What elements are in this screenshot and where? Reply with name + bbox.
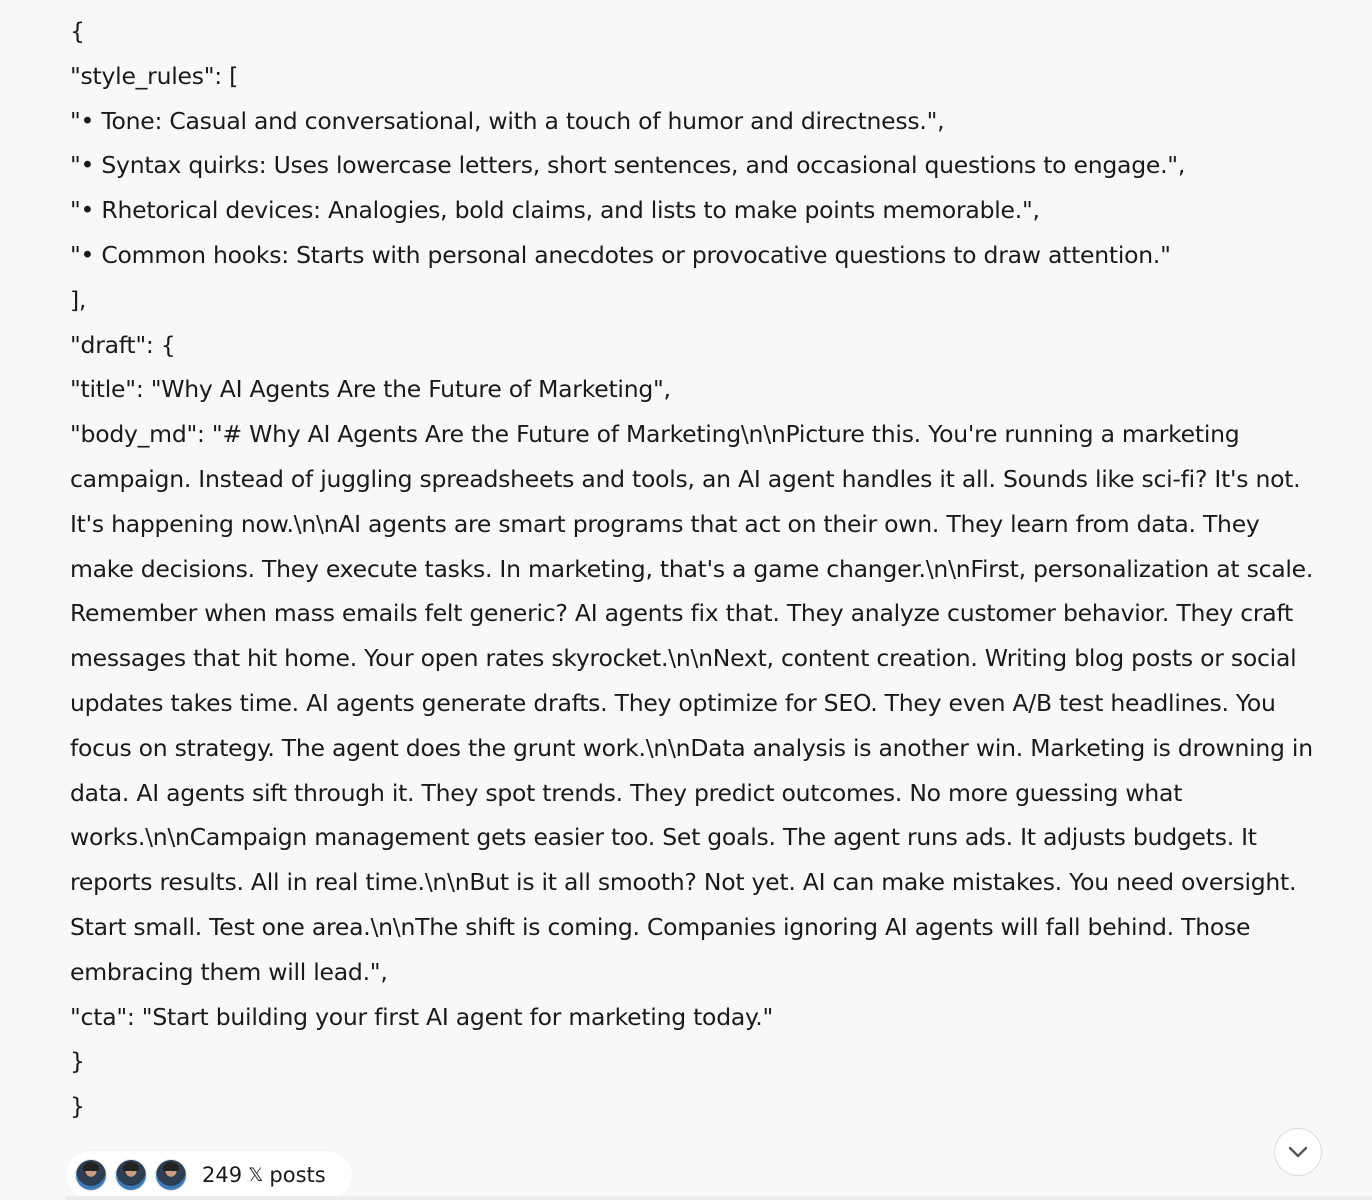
message-content [70, 9, 1330, 1129]
avatar-icon [76, 1160, 106, 1190]
json-line: "draft": { [70, 330, 176, 359]
x-logo-icon: 𝕏 [248, 1164, 264, 1186]
json-line: "• Syntax quirks: Uses lowercase letters, short sentences, and occasional questions to engage.", [70, 151, 1186, 180]
json-line: "• Tone: Casual and conversational, with a touch of humor and directness.", [70, 106, 945, 135]
json-line: "cta": "Start building your first AI agent for marketing today." [70, 1002, 774, 1031]
scroll-to-bottom-button[interactable] [1274, 1128, 1322, 1176]
json-line: } [70, 1047, 85, 1076]
json-line: "title": "Why AI Agents Are the Future of Marketing", [70, 375, 671, 404]
json-line: ], [70, 285, 87, 314]
json-line: "• Rhetorical devices: Analogies, bold claims, and lists to make points memorable.", [70, 196, 1040, 225]
json-line: } [70, 1092, 85, 1121]
post-count: 249 [202, 1163, 243, 1187]
avatar-icon [156, 1160, 186, 1190]
json-line: "• Common hooks: Starts with personal anecdotes or provocative questions to draw attention." [70, 240, 1171, 269]
posts-label: posts [269, 1163, 326, 1187]
composer-edge [66, 1196, 1372, 1200]
sources-button[interactable] [66, 1151, 352, 1199]
json-line: { [70, 17, 85, 45]
chevron-down-icon [1287, 1145, 1309, 1159]
body-md-paragraph: "body_md": "# Why AI Agents Are the Future of Marketing\n\nPicture this. You're running a marketing campaign. Instead of juggling spreadsheets and tools, an AI agent handles it all. Sounds like sci-fi? It's not. It's happening now.\n\nAI agents are smart programs that act on their own. They learn from data. They make decisions. They execute tasks. In marketing, that's a game changer.\n\nFirst, personalization at scale. Remember when mass emails felt generic? AI agents fix that. They analyze customer behavior. They craft messages that hit home. Your open rates skyrocket.\n\nNext, content creation. Writing blog posts or social updates takes time. AI agents generate drafts. They optimize for SEO. They even A/B test headlines. You focus on strategy. The agent does the grunt work.\n\nData analysis is another win. Marketing is drowning in data. AI agents sift through it. They spot trends. They predict outcomes. No more guessing what works.\n\nCampaign management gets easier too. Set goals. The agent runs ads. It adjusts budgets. It reports results. All in real time.\n\nBut is it all smooth? Not yet. AI can make mistakes. You need oversight. Start small. Test one area.\n\nThe shift is coming. Companies ignoring AI agents will fall behind. Those embracing them will lead.", [70, 420, 1314, 986]
avatar-icon [116, 1160, 146, 1190]
json-line: "style_rules": [ [70, 61, 239, 90]
